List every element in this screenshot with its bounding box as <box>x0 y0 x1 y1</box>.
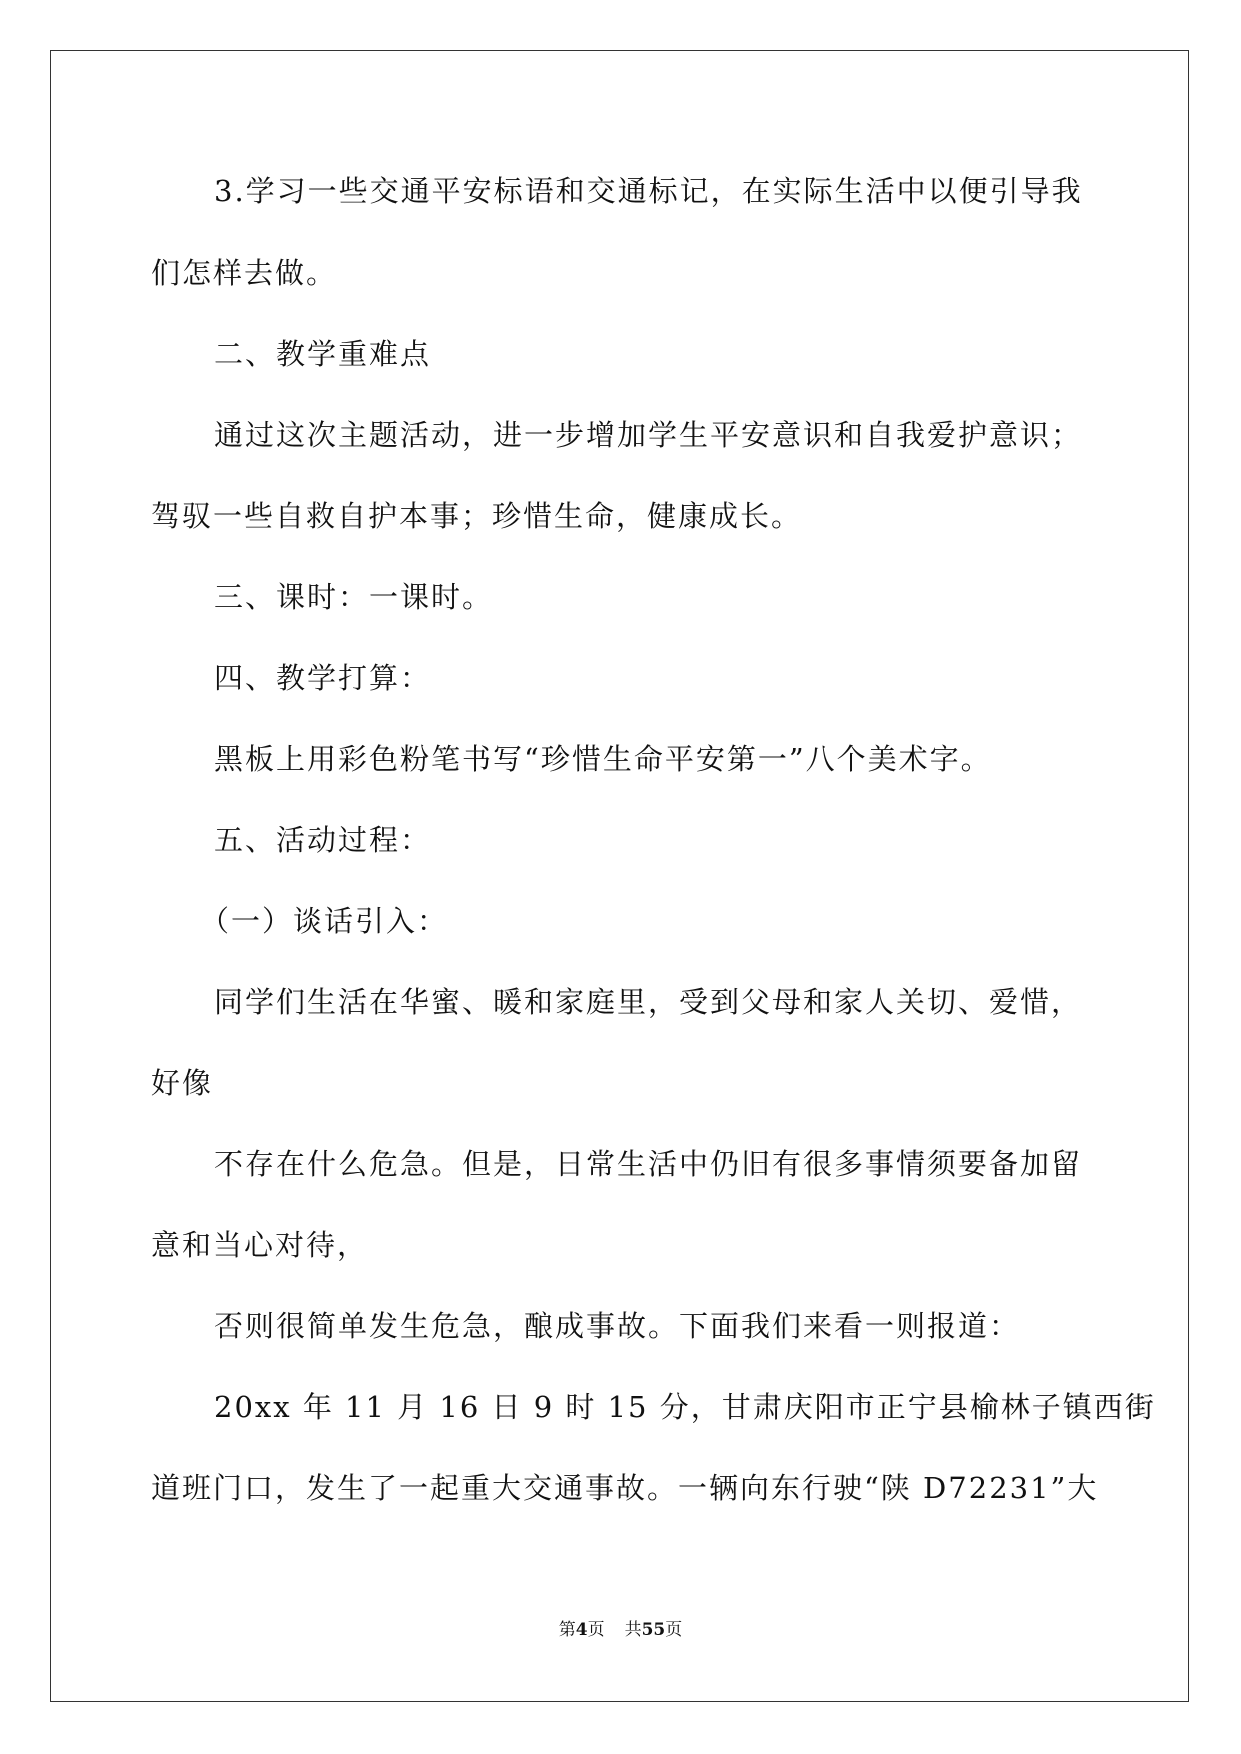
paragraph-line: 道班门口，发生了一起重大交通事故。一辆向东行驶“陕 D72231”大 <box>151 1471 1099 1505</box>
paragraph-line: 好像 <box>151 1066 214 1100</box>
total-pages: 55 <box>641 1620 666 1640</box>
section-heading: 五、活动过程： <box>214 823 432 857</box>
paragraph-line: 驾驭一些自救自护本事；珍惜生命，健康成长。 <box>151 499 803 533</box>
page-number: 4 <box>575 1620 588 1640</box>
page-suffix: 页 <box>587 1620 605 1640</box>
section-heading: 四、教学打算： <box>214 661 432 695</box>
sub-heading: （一）谈话引入： <box>200 904 449 938</box>
paragraph-line: 不存在什么危急。但是，日常生活中仍旧有很多事情须要备加留 <box>214 1147 1083 1181</box>
page-prefix: 第 <box>558 1620 576 1640</box>
page-footer <box>0 1615 1241 1640</box>
paragraph-line: 意和当心对待， <box>151 1228 369 1262</box>
section-heading: 二、教学重难点 <box>214 337 432 371</box>
section-heading: 三、课时：一课时。 <box>214 580 494 614</box>
paragraph-line: 黑板上用彩色粉笔书写“珍惜生命平安第一”八个美术字。 <box>214 742 992 776</box>
paragraph-line: 们怎样去做。 <box>151 256 338 290</box>
total-suffix: 页 <box>665 1620 683 1640</box>
total-prefix: 共 <box>624 1620 642 1640</box>
paragraph-line: 3.学习一些交通平安标语和交通标记，在实际生活中以便引导我 <box>214 174 1083 208</box>
paragraph-line: 否则很简单发生危急，酿成事故。下面我们来看一则报道： <box>214 1309 1021 1343</box>
paragraph-line: 通过这次主题活动，进一步增加学生平安意识和自我爱护意识； <box>214 418 1083 452</box>
paragraph-line: 20xx 年 11 月 16 日 9 时 15 分，甘肃庆阳市正宁县榆林子镇西街 <box>214 1390 1156 1424</box>
paragraph-line: 同学们生活在华蜜、暖和家庭里，受到父母和家人关切、爱惜， <box>214 985 1083 1019</box>
page-border <box>50 50 1189 1702</box>
